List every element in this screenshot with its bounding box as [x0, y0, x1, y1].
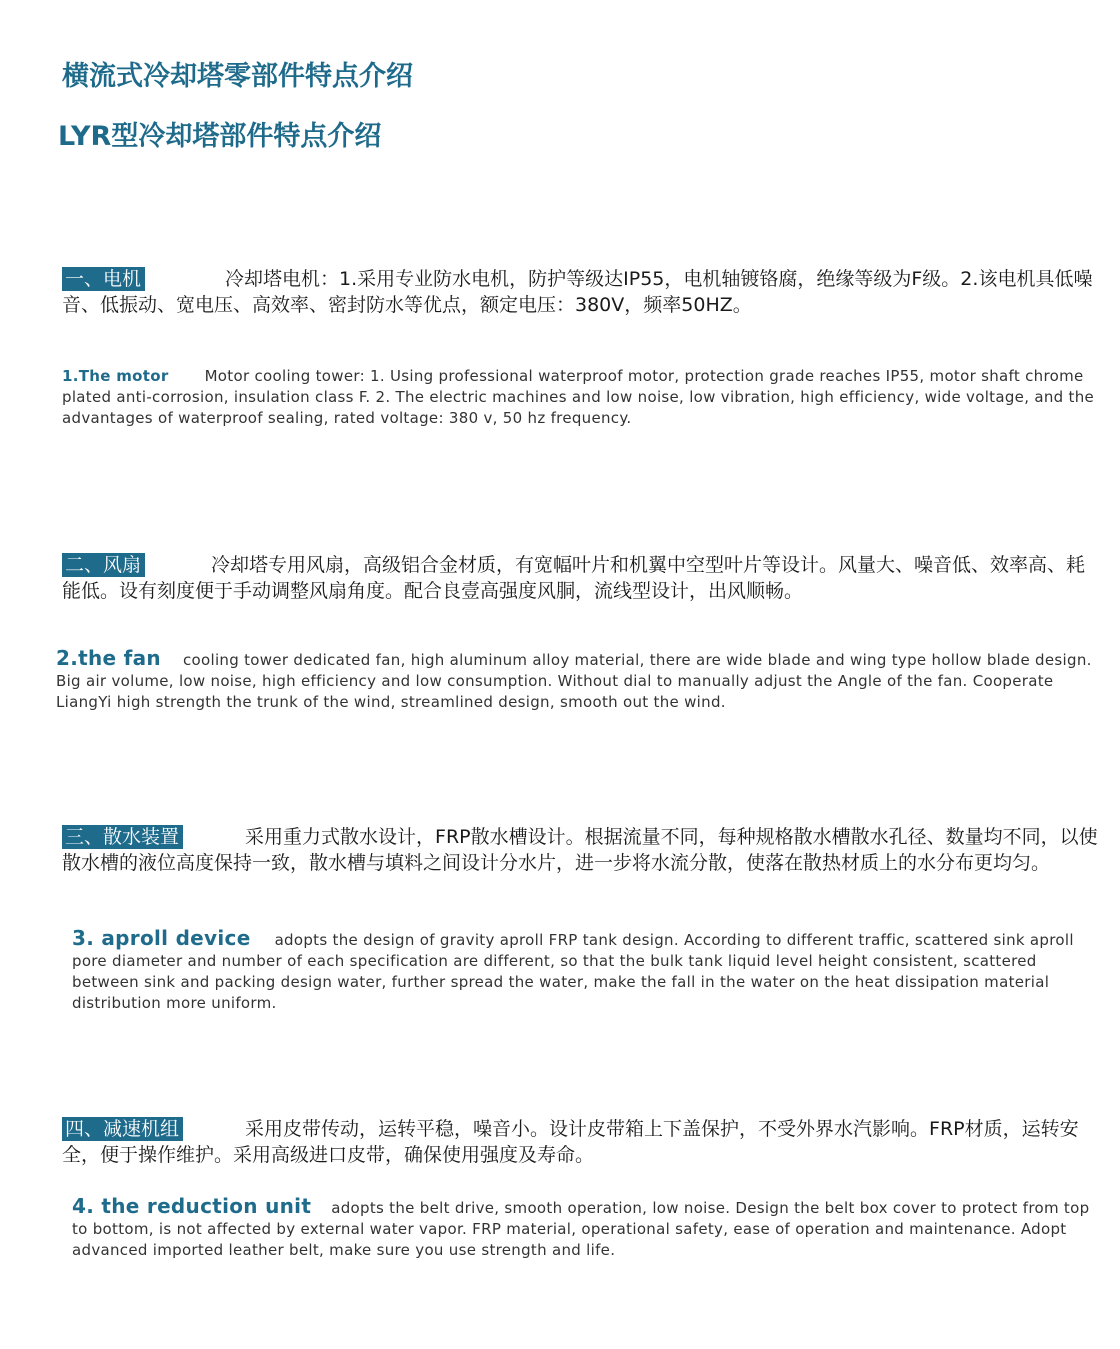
section-text-motor-cn: 冷却塔电机：1.采用专业防水电机，防护等级达IP55，电机轴镀铬腐，绝缘等级为F级。2.该电机具低噪音、低振动、宽电压、高效率、密封防水等优点，额定电压：380V，频率50HZ。: [62, 268, 1093, 316]
section-motor-cn: [62, 266, 1102, 318]
page-title: 横流式冷却塔零部件特点介绍: [62, 61, 413, 92]
section-text-reduction-en: adopts the belt drive, smooth operation, low noise. Design the belt box cover to protect from top to bottom, is not affected by external water vapor. FRP material, operational safety, ease of operation and maintenance. Adopt advanced imported leather belt, make sure you use strength and life.: [72, 1199, 1090, 1259]
section-fan-en: [56, 648, 1106, 713]
section-heading-reduction-en: 4. the reduction unit: [72, 1194, 312, 1218]
section-text-reduction-cn: 采用皮带传动，运转平稳，噪音小。设计皮带箱上下盖保护，不受外界水汽影响。FRP材质，运转安全，便于操作维护。采用高级进口皮带，确保使用强度及寿命。: [62, 1118, 1079, 1166]
page-subtitle: LYR型冷却塔部件特点介绍: [58, 121, 382, 152]
section-label-fan: 二、风扇: [62, 553, 145, 577]
section-heading-motor-en: 1.The motor: [62, 367, 169, 385]
section-text-fan-en: cooling tower dedicated fan, high aluminum alloy material, there are wide blade and wing type hollow blade design. Big air volume, low noise, high efficiency and low consumption. Without dial to manually adjust the Angle of the fan. Cooperate LiangYi high strength the trunk of the wind, streamlined design, smooth out the wind.: [56, 651, 1092, 711]
section-label-motor: 一、电机: [62, 267, 145, 291]
section-heading-fan-en: 2.the fan: [56, 646, 161, 670]
section-aproll-en: [72, 928, 1106, 1014]
section-motor-en: [62, 366, 1102, 429]
section-text-motor-en: Motor cooling tower: 1. Using professional waterproof motor, protection grade reaches IP55, motor shaft chrome plated anti-corrosion, insulation class F. 2. The electric machines and low noise, low vibration, high efficiency, wide voltage, and the advantages of waterproof sealing, rated voltage: 380 v, 50 hz frequency.: [62, 367, 1095, 427]
section-fan-cn: [62, 552, 1102, 604]
section-heading-aproll-en: 3. aproll device: [72, 926, 251, 950]
section-reduction-en: [72, 1196, 1106, 1261]
section-label-reduction: 四、减速机组: [62, 1117, 183, 1141]
section-label-aproll: 三、散水装置: [62, 825, 183, 849]
section-aproll-cn: [62, 824, 1102, 876]
section-reduction-cn: [62, 1116, 1102, 1168]
section-text-fan-cn: 冷却塔专用风扇，高级铝合金材质，有宽幅叶片和机翼中空型叶片等设计。风量大、噪音低、效率高、耗能低。设有刻度便于手动调整风扇角度。配合良壹高强度风胴，流线型设计，出风顺畅。: [62, 554, 1086, 602]
section-text-aproll-en: adopts the design of gravity aproll FRP tank design. According to different traffic, scattered sink aproll pore diameter and number of each specification are different, so that the bulk tank liquid level height consistent, scattered between sink and packing design water, further spread the water, make the fall in the water on the heat dissipation material distribution more uniform.: [72, 931, 1074, 1012]
section-text-aproll-cn: 采用重力式散水设计，FRP散水槽设计。根据流量不同，每种规格散水槽散水孔径、数量均不同，以使散水槽的液位高度保持一致，散水槽与填料之间设计分水片，进一步将水流分散，使落在散热材质上的水分布更均匀。: [62, 826, 1098, 874]
